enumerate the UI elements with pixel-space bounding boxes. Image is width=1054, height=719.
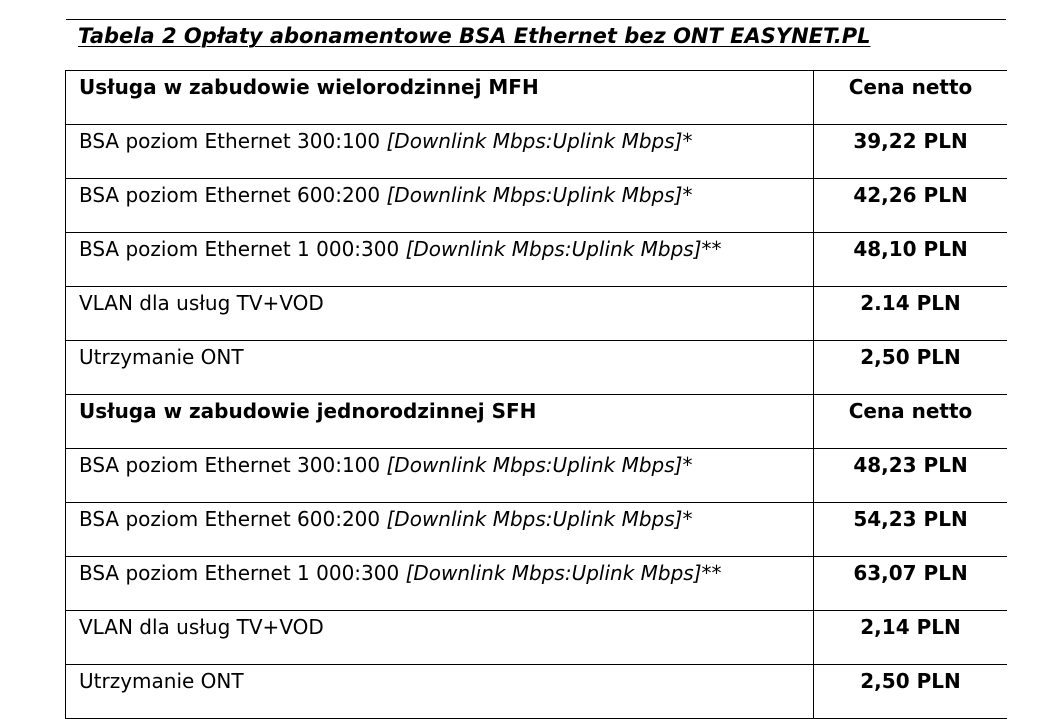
service-note: [Downlink Mbps:Uplink Mbps]* bbox=[386, 507, 693, 531]
price-cell: 48,10 PLN bbox=[814, 233, 1008, 287]
table-row bbox=[66, 503, 1008, 557]
service-name: BSA poziom Ethernet 1 000:300 bbox=[79, 561, 406, 585]
service-cell bbox=[66, 449, 814, 503]
price-cell: 2,50 PLN bbox=[814, 341, 1008, 395]
table-row bbox=[66, 287, 1008, 341]
table-row bbox=[66, 449, 1008, 503]
header-price-cell: Cena netto bbox=[814, 71, 1008, 125]
price-cell: 42,26 PLN bbox=[814, 179, 1008, 233]
service-name: BSA poziom Ethernet 300:100 bbox=[79, 129, 387, 153]
price-cell: 2.14 PLN bbox=[814, 287, 1008, 341]
service-cell bbox=[66, 287, 814, 341]
service-cell bbox=[66, 503, 814, 557]
service-name: BSA poziom Ethernet 300:100 bbox=[79, 453, 387, 477]
price-cell: 39,22 PLN bbox=[814, 125, 1008, 179]
service-cell bbox=[66, 179, 814, 233]
service-name: VLAN dla usług TV+VOD bbox=[79, 615, 324, 639]
table-row bbox=[66, 125, 1008, 179]
service-name: BSA poziom Ethernet 600:200 bbox=[79, 183, 387, 207]
price-cell: 63,07 PLN bbox=[814, 557, 1008, 611]
table-row bbox=[66, 341, 1008, 395]
service-name: BSA poziom Ethernet 1 000:300 bbox=[79, 237, 406, 261]
service-note: [Downlink Mbps:Uplink Mbps]** bbox=[405, 237, 722, 261]
service-note: [Downlink Mbps:Uplink Mbps]* bbox=[386, 453, 693, 477]
service-name: Utrzymanie ONT bbox=[79, 669, 244, 693]
service-cell bbox=[66, 665, 814, 719]
table-row bbox=[66, 233, 1008, 287]
service-note: [Downlink Mbps:Uplink Mbps]* bbox=[386, 183, 693, 207]
service-note: [Downlink Mbps:Uplink Mbps]* bbox=[386, 129, 693, 153]
header-service-cell: Usługa w zabudowie jednorodzinnej SFH bbox=[66, 395, 814, 449]
price-cell: 2,50 PLN bbox=[814, 665, 1008, 719]
table-header-row-sfh bbox=[66, 395, 1008, 449]
header-price-cell: Cena netto bbox=[814, 395, 1008, 449]
header-service-cell: Usługa w zabudowie wielorodzinnej MFH bbox=[66, 71, 814, 125]
table-header-row-mfh bbox=[66, 71, 1008, 125]
service-cell bbox=[66, 341, 814, 395]
service-name: Utrzymanie ONT bbox=[79, 345, 244, 369]
service-cell bbox=[66, 611, 814, 665]
service-cell bbox=[66, 557, 814, 611]
service-name: VLAN dla usług TV+VOD bbox=[79, 291, 324, 315]
fees-table bbox=[65, 70, 1007, 719]
table-row bbox=[66, 179, 1008, 233]
top-divider bbox=[66, 19, 1006, 20]
table-caption: Tabela 2 Opłaty abonamentowe BSA Ethernet bez ONT EASYNET.PL bbox=[78, 24, 871, 48]
service-name: BSA poziom Ethernet 600:200 bbox=[79, 507, 387, 531]
price-cell: 48,23 PLN bbox=[814, 449, 1008, 503]
price-cell: 2,14 PLN bbox=[814, 611, 1008, 665]
price-cell: 54,23 PLN bbox=[814, 503, 1008, 557]
service-cell bbox=[66, 233, 814, 287]
service-note: [Downlink Mbps:Uplink Mbps]** bbox=[405, 561, 722, 585]
table-row bbox=[66, 665, 1008, 719]
table-row bbox=[66, 611, 1008, 665]
service-cell bbox=[66, 125, 814, 179]
table-row bbox=[66, 557, 1008, 611]
